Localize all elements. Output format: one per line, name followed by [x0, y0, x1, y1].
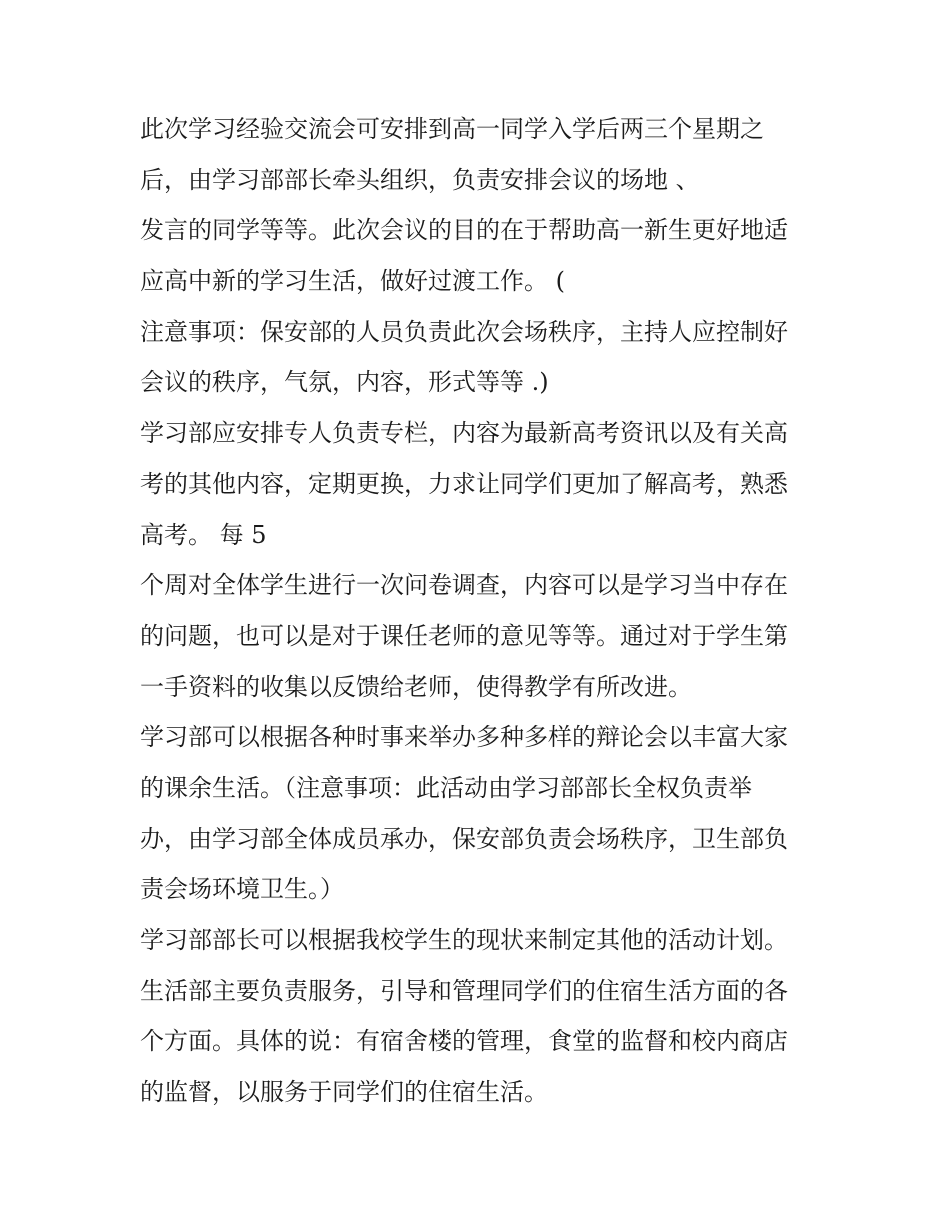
- text-line: 办，由学习部全体成员承办，保安部负责会场秩序，卫生部负: [140, 824, 788, 853]
- text-line: 发言的同学等等。此次会议的目的在于帮助高一新生更好地适: [140, 216, 788, 245]
- text-line: 学习部部长可以根据我校学生的现状来制定其他的活动计划。: [140, 926, 788, 954]
- text-line: 此次学习经验交流会可安排到高一同学入学后两三个星期之: [140, 115, 764, 143]
- text-line: 的问题，也可以是对于课任老师的意见等等。通过对于学生第: [140, 621, 788, 650]
- text-line: 考的其他内容，定期更换，力求让同学们更加了解高考，熟悉: [140, 469, 788, 498]
- text-line: 应高中新的学习生活，做好过渡工作。 (: [140, 267, 565, 296]
- text-line: 注意事项：保安部的人员负责此次会场秩序，主持人应控制好: [140, 317, 788, 346]
- text-line: 生活部主要负责服务，引导和管理同学们的住宿生活方面的各: [140, 976, 788, 1005]
- text-line: 的监督，以服务于同学们的住宿生活。: [140, 1078, 548, 1107]
- text-line: 高考。 每 5: [140, 520, 267, 549]
- text-line: 会议的秩序，气氛，内容，形式等等 .): [140, 368, 549, 397]
- text-line: 学习部应安排专人负责专栏，内容为最新高考资讯以及有关高: [140, 419, 788, 448]
- text-line: 个周对全体学生进行一次问卷调查，内容可以是学习当中存在: [140, 571, 788, 600]
- text-line: 一手资料的收集以反馈给老师，使得教学有所改进。: [140, 672, 692, 701]
- text-line: 责会场环境卫生。）: [140, 875, 344, 904]
- text-line: 的课余生活。（注意事项：此活动由学习部部长全权负责举: [140, 773, 752, 802]
- text-line: 学习部可以根据各种时事来举办多种多样的辩论会以丰富大家: [140, 723, 788, 752]
- text-line: 个方面。具体的说：有宿舍楼的管理，食堂的监督和校内商店: [140, 1027, 788, 1056]
- text-line: 后，由学习部部长牵头组织，负责安排会议的场地 、: [140, 165, 700, 194]
- body-text: [140, 104, 820, 1118]
